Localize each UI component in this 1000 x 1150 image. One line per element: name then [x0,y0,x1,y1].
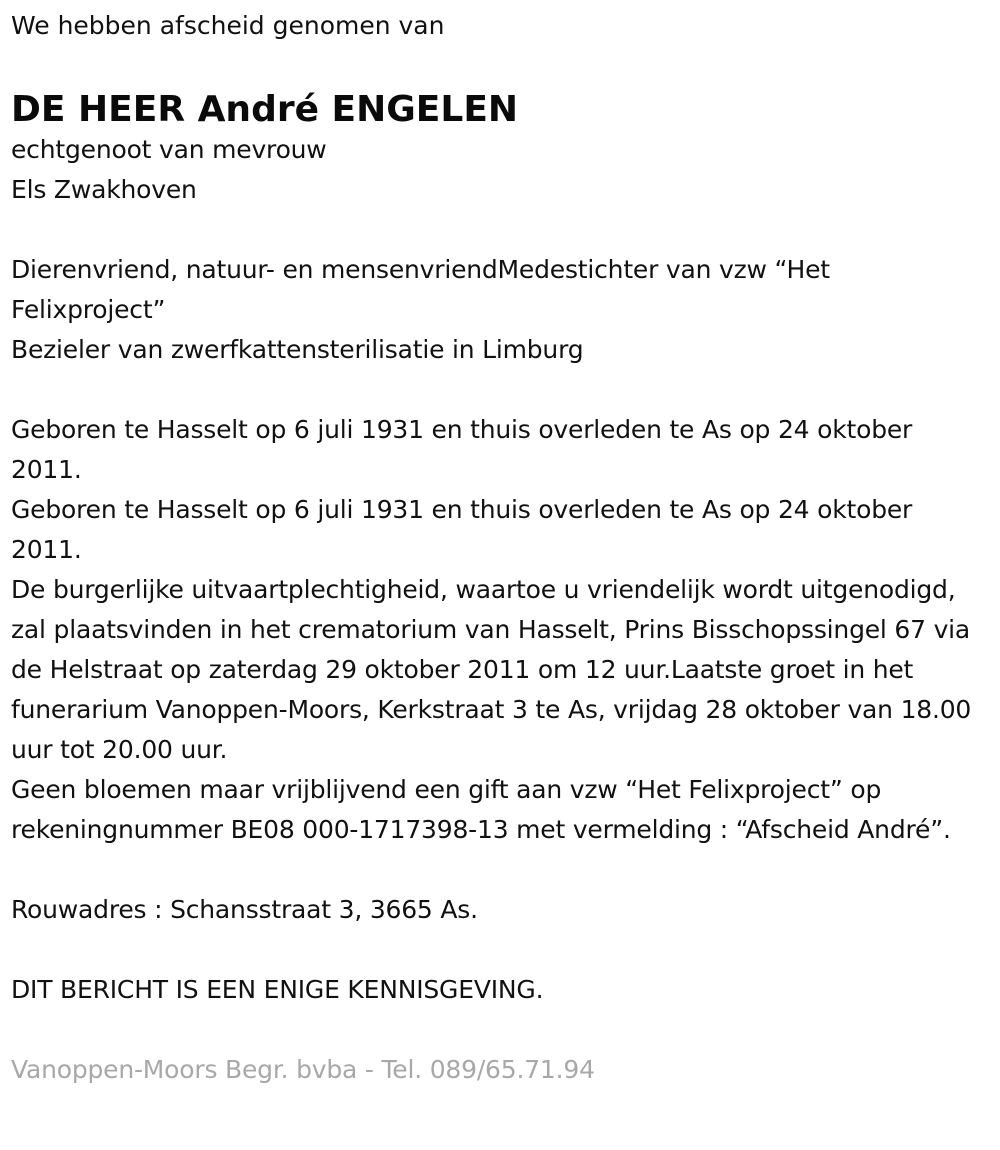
deceased-name: DE HEER André ENGELEN [11,89,519,130]
description-line-1: Dierenvriend, natuur- en mensenvriendMedestichter van vzw “Het Felixproject” [11,255,830,324]
spacer [11,210,989,250]
spacer [11,370,989,410]
obituary-notice [11,6,989,1090]
mourning-address: Rouwadres : Schansstraat 3, 3665 As. [11,895,478,924]
spacer [11,1010,989,1050]
ceremony-text: De burgerlijke uitvaartplechtigheid, waartoe u vriendelijk wordt uitgenodigd, zal plaatsvinden in het crematorium van Hasselt, Prins Bisschopssingel 67 via de Helstraat op zaterdag 29 oktober 2011 om 12 uur.Laatste groet in het funerarium Vanoppen-Moors, Kerkstraat 3 te As, vrijdag 28 oktober van 18.00 uur tot 20.00 uur. [11,575,972,764]
only-notice-text: DIT BERICHT IS EEN ENIGE KENNISGEVING. [11,975,544,1004]
born-died-text-2: Geboren te Hasselt op 6 juli 1931 en thuis overleden te As op 24 oktober 2011. [11,495,913,564]
flowers-text: Geen bloemen maar vrijblijvend een gift aan vzw “Het Felixproject” op rekeningnummer BE08 000-1717398-13 met vermelding : “Afscheid André”. [11,775,951,844]
description-line-2: Bezieler van zwerfkattensterilisatie in Limburg [11,335,584,364]
funeral-home-footer: Vanoppen-Moors Begr. bvba - Tel. 089/65.71.94 [11,1055,595,1084]
spouse-line-2: Els Zwakhoven [11,175,197,204]
spacer [11,930,989,970]
spouse-line-1: echtgenoot van mevrouw [11,135,327,164]
born-died-text-1: Geboren te Hasselt op 6 juli 1931 en thuis overleden te As op 24 oktober 2011. [11,415,913,484]
intro-text: We hebben afscheid genomen van [11,11,445,40]
spacer [11,850,989,890]
